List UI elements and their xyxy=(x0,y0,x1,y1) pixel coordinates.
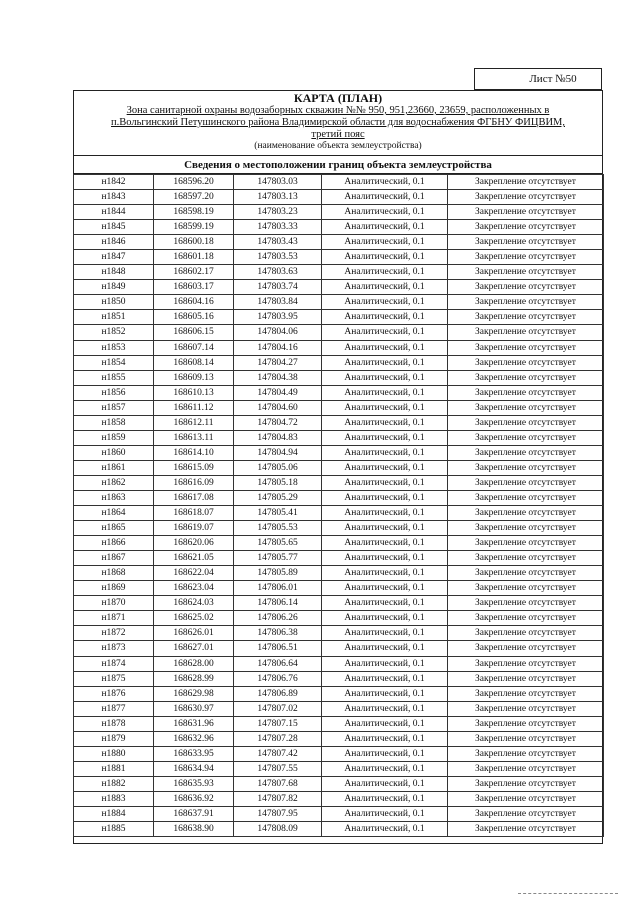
fixing-cell: Закрепление отсутствует xyxy=(448,716,604,731)
y-coordinate-cell: 147807.55 xyxy=(234,761,322,776)
x-coordinate-cell: 168613.11 xyxy=(154,430,234,445)
point-id-cell: н1842 xyxy=(74,175,154,190)
fixing-cell: Закрепление отсутствует xyxy=(448,806,604,821)
x-coordinate-cell: 168601.18 xyxy=(154,250,234,265)
fixing-cell: Закрепление отсутствует xyxy=(448,250,604,265)
fixing-cell: Закрепление отсутствует xyxy=(448,490,604,505)
x-coordinate-cell: 168634.94 xyxy=(154,761,234,776)
y-coordinate-cell: 147806.26 xyxy=(234,611,322,626)
object-name-caption: (наименование объекта землеустройства) xyxy=(254,141,422,151)
fixing-cell: Закрепление отсутствует xyxy=(448,220,604,235)
table-row xyxy=(74,415,604,430)
coordinates-table-body xyxy=(74,175,604,837)
fixing-cell: Закрепление отсутствует xyxy=(448,175,604,190)
x-coordinate-cell: 168619.07 xyxy=(154,521,234,536)
sheet-number-box xyxy=(474,68,602,90)
table-row xyxy=(74,806,604,821)
fixing-cell: Закрепление отсутствует xyxy=(448,701,604,716)
point-id-cell: н1863 xyxy=(74,490,154,505)
y-coordinate-cell: 147803.23 xyxy=(234,205,322,220)
y-coordinate-cell: 147804.38 xyxy=(234,370,322,385)
table-row xyxy=(74,626,604,641)
method-cell: Аналитический, 0.1 xyxy=(322,220,448,235)
fixing-cell: Закрепление отсутствует xyxy=(448,370,604,385)
x-coordinate-cell: 168638.90 xyxy=(154,822,234,837)
point-id-cell: н1880 xyxy=(74,746,154,761)
method-cell: Аналитический, 0.1 xyxy=(322,686,448,701)
x-coordinate-cell: 168630.97 xyxy=(154,701,234,716)
y-coordinate-cell: 147803.43 xyxy=(234,235,322,250)
method-cell: Аналитический, 0.1 xyxy=(322,671,448,686)
method-cell: Аналитический, 0.1 xyxy=(322,626,448,641)
point-id-cell: н1856 xyxy=(74,385,154,400)
fixing-cell: Закрепление отсутствует xyxy=(448,791,604,806)
y-coordinate-cell: 147804.27 xyxy=(234,355,322,370)
method-cell: Аналитический, 0.1 xyxy=(322,716,448,731)
table-row xyxy=(74,340,604,355)
point-id-cell: н1854 xyxy=(74,355,154,370)
y-coordinate-cell: 147805.65 xyxy=(234,536,322,551)
point-id-cell: н1864 xyxy=(74,506,154,521)
x-coordinate-cell: 168617.08 xyxy=(154,490,234,505)
table-row xyxy=(74,235,604,250)
table-row xyxy=(74,671,604,686)
y-coordinate-cell: 147803.95 xyxy=(234,310,322,325)
method-cell: Аналитический, 0.1 xyxy=(322,506,448,521)
method-cell: Аналитический, 0.1 xyxy=(322,611,448,626)
fixing-cell: Закрепление отсутствует xyxy=(448,265,604,280)
fixing-cell: Закрепление отсутствует xyxy=(448,340,604,355)
table-row xyxy=(74,310,604,325)
table-row xyxy=(74,355,604,370)
y-coordinate-cell: 147806.01 xyxy=(234,581,322,596)
x-coordinate-cell: 168598.19 xyxy=(154,205,234,220)
method-cell: Аналитический, 0.1 xyxy=(322,385,448,400)
table-row xyxy=(74,776,604,791)
x-coordinate-cell: 168629.98 xyxy=(154,686,234,701)
y-coordinate-cell: 147807.42 xyxy=(234,746,322,761)
method-cell: Аналитический, 0.1 xyxy=(322,776,448,791)
method-cell: Аналитический, 0.1 xyxy=(322,791,448,806)
document-header xyxy=(73,90,603,156)
sheet-number: Лист №50 xyxy=(529,73,577,85)
x-coordinate-cell: 168614.10 xyxy=(154,445,234,460)
y-coordinate-cell: 147807.82 xyxy=(234,791,322,806)
y-coordinate-cell: 147804.60 xyxy=(234,400,322,415)
fixing-cell: Закрепление отсутствует xyxy=(448,235,604,250)
fixing-cell: Закрепление отсутствует xyxy=(448,430,604,445)
x-coordinate-cell: 168612.11 xyxy=(154,415,234,430)
table-row xyxy=(74,791,604,806)
point-id-cell: н1881 xyxy=(74,761,154,776)
table-row xyxy=(74,385,604,400)
fixing-cell: Закрепление отсутствует xyxy=(448,310,604,325)
x-coordinate-cell: 168633.95 xyxy=(154,746,234,761)
fixing-cell: Закрепление отсутствует xyxy=(448,506,604,521)
y-coordinate-cell: 147806.14 xyxy=(234,596,322,611)
method-cell: Аналитический, 0.1 xyxy=(322,460,448,475)
object-description-line-2: п.Вольгинский Петушинского района Владимирской области для водоснабжения ФГБНУ ФИЦВИМ, xyxy=(111,117,565,128)
coordinates-table xyxy=(73,174,604,837)
object-description-line-1: Зона санитарной охраны водозаборных скважин №№ 950, 951,23660, 23659, расположенных в xyxy=(126,105,550,116)
method-cell: Аналитический, 0.1 xyxy=(322,310,448,325)
table-row xyxy=(74,295,604,310)
fixing-cell: Закрепление отсутствует xyxy=(448,190,604,205)
y-coordinate-cell: 147808.09 xyxy=(234,822,322,837)
y-coordinate-cell: 147805.77 xyxy=(234,551,322,566)
fixing-cell: Закрепление отсутствует xyxy=(448,761,604,776)
fixing-cell: Закрепление отсутствует xyxy=(448,566,604,581)
y-coordinate-cell: 147806.51 xyxy=(234,641,322,656)
table-row xyxy=(74,265,604,280)
y-coordinate-cell: 147803.74 xyxy=(234,280,322,295)
x-coordinate-cell: 168631.96 xyxy=(154,716,234,731)
method-cell: Аналитический, 0.1 xyxy=(322,521,448,536)
table-row xyxy=(74,506,604,521)
method-cell: Аналитический, 0.1 xyxy=(322,536,448,551)
method-cell: Аналитический, 0.1 xyxy=(322,656,448,671)
fixing-cell: Закрепление отсутствует xyxy=(448,746,604,761)
table-row xyxy=(74,490,604,505)
method-cell: Аналитический, 0.1 xyxy=(322,205,448,220)
point-id-cell: н1852 xyxy=(74,325,154,340)
method-cell: Аналитический, 0.1 xyxy=(322,490,448,505)
y-coordinate-cell: 147803.63 xyxy=(234,265,322,280)
point-id-cell: н1848 xyxy=(74,265,154,280)
x-coordinate-cell: 168618.07 xyxy=(154,506,234,521)
fixing-cell: Закрепление отсутствует xyxy=(448,205,604,220)
y-coordinate-cell: 147806.38 xyxy=(234,626,322,641)
y-coordinate-cell: 147805.89 xyxy=(234,566,322,581)
point-id-cell: н1855 xyxy=(74,370,154,385)
point-id-cell: н1884 xyxy=(74,806,154,821)
y-coordinate-cell: 147803.53 xyxy=(234,250,322,265)
fixing-cell: Закрепление отсутствует xyxy=(448,686,604,701)
method-cell: Аналитический, 0.1 xyxy=(322,400,448,415)
point-id-cell: н1851 xyxy=(74,310,154,325)
method-cell: Аналитический, 0.1 xyxy=(322,701,448,716)
table-row xyxy=(74,641,604,656)
method-cell: Аналитический, 0.1 xyxy=(322,566,448,581)
y-coordinate-cell: 147804.94 xyxy=(234,445,322,460)
x-coordinate-cell: 168615.09 xyxy=(154,460,234,475)
x-coordinate-cell: 168628.00 xyxy=(154,656,234,671)
fixing-cell: Закрепление отсутствует xyxy=(448,822,604,837)
point-id-cell: н1885 xyxy=(74,822,154,837)
y-coordinate-cell: 147805.53 xyxy=(234,521,322,536)
method-cell: Аналитический, 0.1 xyxy=(322,295,448,310)
x-coordinate-cell: 168599.19 xyxy=(154,220,234,235)
x-coordinate-cell: 168606.15 xyxy=(154,325,234,340)
point-id-cell: н1858 xyxy=(74,415,154,430)
fixing-cell: Закрепление отсутствует xyxy=(448,415,604,430)
table-row xyxy=(74,701,604,716)
x-coordinate-cell: 168597.20 xyxy=(154,190,234,205)
y-coordinate-cell: 147807.15 xyxy=(234,716,322,731)
x-coordinate-cell: 168620.06 xyxy=(154,536,234,551)
x-coordinate-cell: 168627.01 xyxy=(154,641,234,656)
y-coordinate-cell: 147803.13 xyxy=(234,190,322,205)
point-id-cell: н1868 xyxy=(74,566,154,581)
y-coordinate-cell: 147806.76 xyxy=(234,671,322,686)
point-id-cell: н1857 xyxy=(74,400,154,415)
point-id-cell: н1869 xyxy=(74,581,154,596)
point-id-cell: н1861 xyxy=(74,460,154,475)
fixing-cell: Закрепление отсутствует xyxy=(448,385,604,400)
table-row xyxy=(74,475,604,490)
x-coordinate-cell: 168621.05 xyxy=(154,551,234,566)
fixing-cell: Закрепление отсутствует xyxy=(448,776,604,791)
method-cell: Аналитический, 0.1 xyxy=(322,746,448,761)
x-coordinate-cell: 168600.18 xyxy=(154,235,234,250)
table-row xyxy=(74,731,604,746)
method-cell: Аналитический, 0.1 xyxy=(322,370,448,385)
y-coordinate-cell: 147807.68 xyxy=(234,776,322,791)
x-coordinate-cell: 168628.99 xyxy=(154,671,234,686)
x-coordinate-cell: 168637.91 xyxy=(154,806,234,821)
method-cell: Аналитический, 0.1 xyxy=(322,340,448,355)
table-row xyxy=(74,280,604,295)
method-cell: Аналитический, 0.1 xyxy=(322,280,448,295)
fixing-cell: Закрепление отсутствует xyxy=(448,551,604,566)
table-row xyxy=(74,205,604,220)
object-description-line-3: третий пояс xyxy=(311,129,365,140)
table-row xyxy=(74,370,604,385)
point-id-cell: н1846 xyxy=(74,235,154,250)
x-coordinate-cell: 168610.13 xyxy=(154,385,234,400)
x-coordinate-cell: 168604.16 xyxy=(154,295,234,310)
method-cell: Аналитический, 0.1 xyxy=(322,235,448,250)
x-coordinate-cell: 168607.14 xyxy=(154,340,234,355)
y-coordinate-cell: 147805.29 xyxy=(234,490,322,505)
table-row xyxy=(74,761,604,776)
point-id-cell: н1876 xyxy=(74,686,154,701)
fixing-cell: Закрепление отсутствует xyxy=(448,536,604,551)
fixing-cell: Закрепление отсутствует xyxy=(448,400,604,415)
y-coordinate-cell: 147807.95 xyxy=(234,806,322,821)
table-row xyxy=(74,325,604,340)
y-coordinate-cell: 147804.72 xyxy=(234,415,322,430)
x-coordinate-cell: 168609.13 xyxy=(154,370,234,385)
method-cell: Аналитический, 0.1 xyxy=(322,551,448,566)
x-coordinate-cell: 168624.03 xyxy=(154,596,234,611)
method-cell: Аналитический, 0.1 xyxy=(322,822,448,837)
point-id-cell: н1845 xyxy=(74,220,154,235)
point-id-cell: н1873 xyxy=(74,641,154,656)
method-cell: Аналитический, 0.1 xyxy=(322,596,448,611)
method-cell: Аналитический, 0.1 xyxy=(322,581,448,596)
y-coordinate-cell: 147807.02 xyxy=(234,701,322,716)
method-cell: Аналитический, 0.1 xyxy=(322,190,448,205)
method-cell: Аналитический, 0.1 xyxy=(322,415,448,430)
table-row xyxy=(74,220,604,235)
point-id-cell: н1843 xyxy=(74,190,154,205)
point-id-cell: н1866 xyxy=(74,536,154,551)
method-cell: Аналитический, 0.1 xyxy=(322,175,448,190)
point-id-cell: н1865 xyxy=(74,521,154,536)
x-coordinate-cell: 168596.20 xyxy=(154,175,234,190)
y-coordinate-cell: 147804.06 xyxy=(234,325,322,340)
fixing-cell: Закрепление отсутствует xyxy=(448,475,604,490)
x-coordinate-cell: 168605.16 xyxy=(154,310,234,325)
table-row xyxy=(74,746,604,761)
x-coordinate-cell: 168611.12 xyxy=(154,400,234,415)
point-id-cell: н1872 xyxy=(74,626,154,641)
point-id-cell: н1882 xyxy=(74,776,154,791)
table-row xyxy=(74,566,604,581)
table-row xyxy=(74,521,604,536)
x-coordinate-cell: 168603.17 xyxy=(154,280,234,295)
table-row xyxy=(74,596,604,611)
section-title: Сведения о местоположении границ объекта землеустройства xyxy=(73,156,603,174)
footer-dashes xyxy=(518,893,618,898)
x-coordinate-cell: 168625.02 xyxy=(154,611,234,626)
fixing-cell: Закрепление отсутствует xyxy=(448,445,604,460)
point-id-cell: н1853 xyxy=(74,340,154,355)
y-coordinate-cell: 147804.49 xyxy=(234,385,322,400)
table-row xyxy=(74,445,604,460)
table-row xyxy=(74,581,604,596)
point-id-cell: н1849 xyxy=(74,280,154,295)
fixing-cell: Закрепление отсутствует xyxy=(448,521,604,536)
y-coordinate-cell: 147804.16 xyxy=(234,340,322,355)
table-row xyxy=(74,656,604,671)
y-coordinate-cell: 147806.89 xyxy=(234,686,322,701)
point-id-cell: н1844 xyxy=(74,205,154,220)
table-row xyxy=(74,611,604,626)
point-id-cell: н1847 xyxy=(74,250,154,265)
method-cell: Аналитический, 0.1 xyxy=(322,445,448,460)
point-id-cell: н1875 xyxy=(74,671,154,686)
fixing-cell: Закрепление отсутствует xyxy=(448,611,604,626)
table-row xyxy=(74,190,604,205)
point-id-cell: н1883 xyxy=(74,791,154,806)
fixing-cell: Закрепление отсутствует xyxy=(448,355,604,370)
method-cell: Аналитический, 0.1 xyxy=(322,325,448,340)
point-id-cell: н1871 xyxy=(74,611,154,626)
method-cell: Аналитический, 0.1 xyxy=(322,250,448,265)
method-cell: Аналитический, 0.1 xyxy=(322,731,448,746)
method-cell: Аналитический, 0.1 xyxy=(322,761,448,776)
table-row xyxy=(74,822,604,837)
point-id-cell: н1859 xyxy=(74,430,154,445)
y-coordinate-cell: 147807.28 xyxy=(234,731,322,746)
point-id-cell: н1879 xyxy=(74,731,154,746)
fixing-cell: Закрепление отсутствует xyxy=(448,656,604,671)
point-id-cell: н1860 xyxy=(74,445,154,460)
table-row xyxy=(74,460,604,475)
y-coordinate-cell: 147805.06 xyxy=(234,460,322,475)
fixing-cell: Закрепление отсутствует xyxy=(448,325,604,340)
y-coordinate-cell: 147803.03 xyxy=(234,175,322,190)
table-row xyxy=(74,686,604,701)
method-cell: Аналитический, 0.1 xyxy=(322,355,448,370)
point-id-cell: н1874 xyxy=(74,656,154,671)
table-row xyxy=(74,175,604,190)
table-row xyxy=(74,536,604,551)
table-row xyxy=(74,551,604,566)
point-id-cell: н1867 xyxy=(74,551,154,566)
y-coordinate-cell: 147803.84 xyxy=(234,295,322,310)
fixing-cell: Закрепление отсутствует xyxy=(448,671,604,686)
y-coordinate-cell: 147803.33 xyxy=(234,220,322,235)
point-id-cell: н1870 xyxy=(74,596,154,611)
table-row xyxy=(74,250,604,265)
y-coordinate-cell: 147806.64 xyxy=(234,656,322,671)
method-cell: Аналитический, 0.1 xyxy=(322,641,448,656)
x-coordinate-cell: 168626.01 xyxy=(154,626,234,641)
method-cell: Аналитический, 0.1 xyxy=(322,806,448,821)
table-row xyxy=(74,430,604,445)
fixing-cell: Закрепление отсутствует xyxy=(448,626,604,641)
point-id-cell: н1862 xyxy=(74,475,154,490)
method-cell: Аналитический, 0.1 xyxy=(322,475,448,490)
x-coordinate-cell: 168636.92 xyxy=(154,791,234,806)
x-coordinate-cell: 168616.09 xyxy=(154,475,234,490)
x-coordinate-cell: 168622.04 xyxy=(154,566,234,581)
x-coordinate-cell: 168602.17 xyxy=(154,265,234,280)
fixing-cell: Закрепление отсутствует xyxy=(448,280,604,295)
x-coordinate-cell: 168635.93 xyxy=(154,776,234,791)
x-coordinate-cell: 168608.14 xyxy=(154,355,234,370)
point-id-cell: н1850 xyxy=(74,295,154,310)
y-coordinate-cell: 147805.18 xyxy=(234,475,322,490)
x-coordinate-cell: 168632.96 xyxy=(154,731,234,746)
x-coordinate-cell: 168623.04 xyxy=(154,581,234,596)
fixing-cell: Закрепление отсутствует xyxy=(448,581,604,596)
method-cell: Аналитический, 0.1 xyxy=(322,430,448,445)
point-id-cell: н1877 xyxy=(74,701,154,716)
fixing-cell: Закрепление отсутствует xyxy=(448,731,604,746)
y-coordinate-cell: 147804.83 xyxy=(234,430,322,445)
fixing-cell: Закрепление отсутствует xyxy=(448,460,604,475)
document-title: КАРТА (ПЛАН) xyxy=(293,91,383,105)
method-cell: Аналитический, 0.1 xyxy=(322,265,448,280)
y-coordinate-cell: 147805.41 xyxy=(234,506,322,521)
fixing-cell: Закрепление отсутствует xyxy=(448,596,604,611)
fixing-cell: Закрепление отсутствует xyxy=(448,641,604,656)
table-row xyxy=(74,716,604,731)
table-row xyxy=(74,400,604,415)
point-id-cell: н1878 xyxy=(74,716,154,731)
fixing-cell: Закрепление отсутствует xyxy=(448,295,604,310)
